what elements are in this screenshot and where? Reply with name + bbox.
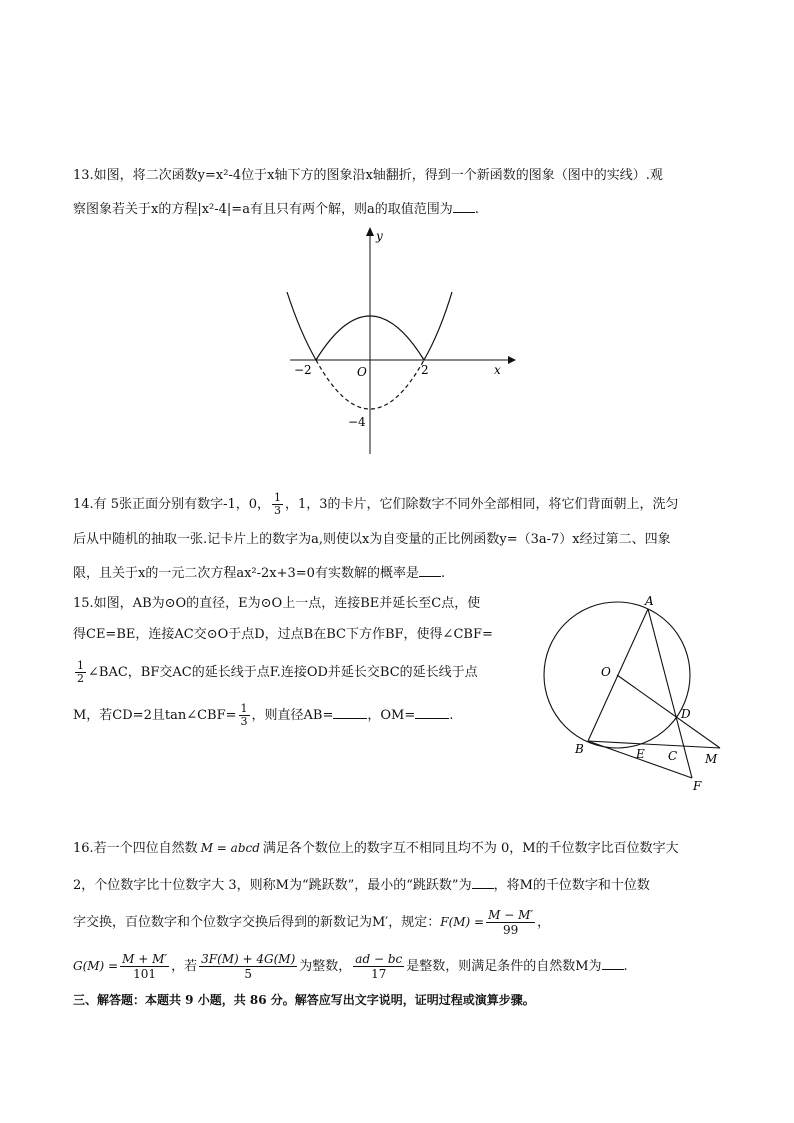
q15-frac4-num: 1 <box>240 702 248 715</box>
label-m: M <box>705 752 718 766</box>
q16-line2-a: 2，个位数字比十位数字大 3，则称M为“跳跃数”，最小的“跳跃数”为 <box>73 878 472 893</box>
q16-e2-fraction <box>353 952 404 981</box>
q15-line1: 15.如图，AB为⊙O的直径，E为⊙O上一点，连接BE并延长至C点，使 <box>73 596 481 611</box>
tick-neg2: −2 <box>294 363 312 377</box>
q16-line3-b: ， <box>537 915 551 930</box>
q16-line2 <box>73 874 650 896</box>
q16-line4-a: ，若 <box>171 959 198 974</box>
q15-line4-a: M，若CD=2且tan∠CBF= <box>73 708 237 723</box>
q16-line4-b: 为整数， <box>299 959 352 974</box>
label-c: C <box>668 749 678 763</box>
q13-line2-text: 察图象若关于x的方程|x²-4|=a有且只有两个解，则a的取值范围为 <box>73 202 453 217</box>
q15-om-blank <box>415 704 449 719</box>
q16-f-num: M − M′ <box>488 908 534 922</box>
q14-line3: 限，且关于x的一元二次方程ax²-2x+3=0有实数解的概率是 . <box>73 562 445 584</box>
q14-fraction <box>272 492 283 517</box>
label-b: B <box>575 742 584 756</box>
label-e: E <box>636 747 645 761</box>
q16-g-den: 101 <box>133 967 157 981</box>
q13-line1: 13.如图，将二次函数y=x²-4位于x轴下方的图象沿x轴翻折，得到一个新函数的图象（图中的实线）.观 <box>73 168 663 183</box>
q16-f-lhs: F(M) = <box>440 915 485 929</box>
q16-line3-a: 字交换，百位数字和个位数字交换后得到的新数记为M′，规定： <box>73 915 441 930</box>
q14-line3-text: 限，且关于x的一元二次方程ax²-2x+3=0有实数解的概率是 <box>73 566 419 581</box>
x-axis-label: x <box>494 363 501 377</box>
q16-line4 <box>73 952 628 981</box>
q16-line2-b: ，将M的千位数字和十位数 <box>493 878 650 893</box>
q14-answer-blank <box>419 562 441 577</box>
q15-line4-b: ，则直径AB= <box>251 708 334 723</box>
q14-line1-a: 14.有 5张正面分别有数字-1，0， <box>73 497 271 512</box>
q16-line1-b: 满足各个数位上的数字互不相同且均不为 0，M的千位数字比百位数字大 <box>262 841 679 856</box>
tick-pos2: 2 <box>421 363 429 377</box>
q14-line1-b: ，1，3的卡片，它们除数字不同外全部相同，将它们背面朝上，洗匀 <box>285 497 679 512</box>
q16-line3 <box>73 908 550 937</box>
y-axis-label: y <box>376 229 383 243</box>
q14-frac-num: 1 <box>274 491 282 504</box>
q16-e2-den: 17 <box>371 967 387 981</box>
q16-f-den: 99 <box>502 923 519 937</box>
q13-answer-blank <box>453 198 475 213</box>
q15-line4-c: ，OM= <box>367 708 416 723</box>
tick-neg4: −4 <box>348 415 366 429</box>
q16-g-fraction <box>120 952 169 981</box>
label-f: F <box>693 779 702 793</box>
label-o: O <box>601 665 611 679</box>
q15-line2: 得CE=BE，连接AC交⊙O于点D，过点B在BC下方作BF，使得∠CBF= <box>73 627 493 642</box>
q15-frac-num: 1 <box>77 659 84 672</box>
q13-graph <box>280 222 520 460</box>
q15-third-fraction <box>239 703 250 728</box>
q16-line1 <box>73 838 679 859</box>
q16-line4-d: . <box>623 959 628 974</box>
q16-line4-c: 是整数，则满足条件的自然数M为 <box>406 959 602 974</box>
label-a: A <box>645 594 654 608</box>
q16-g-num: M + M′ <box>122 952 168 966</box>
label-d: D <box>681 707 691 721</box>
q13-line2: 察图象若关于x的方程|x²-4|=a有且只有两个解，则a的取值范围为 . <box>73 198 479 220</box>
q15-line3-text: ∠BAC，BF交AC的延长线于点F.连接OD并延长交BC的延长线于点 <box>88 665 478 680</box>
q15-frac-den: 2 <box>77 672 84 685</box>
q15-ab-blank <box>333 704 367 719</box>
q15-line3 <box>73 660 478 685</box>
q15-frac4-den: 3 <box>240 715 248 728</box>
q16-e2-num: ad − bc <box>355 952 403 966</box>
origin-label: O <box>357 365 367 379</box>
q16-g-lhs: G(M) = <box>73 959 119 973</box>
q15-half-fraction <box>75 660 86 685</box>
y-axis-arrow-icon <box>366 227 374 236</box>
segment-ab <box>588 609 648 741</box>
section3-heading: 三、解答题：本题共 9 小题，共 86 分。解答应写出文字说明，证明过程或演算步骤。 <box>73 993 535 1007</box>
q15-line4-d: . <box>449 708 454 723</box>
q16-e1-num: 3F(M) + 4G(M) <box>201 952 296 966</box>
q14-line2: 后从中随机的抽取一张.记卡片上的数字为a,则使以x为自变量的正比例函数y=（3a-7）x经过第二、四象 <box>73 532 671 547</box>
q16-e1-den: 5 <box>244 967 253 981</box>
q16-smallest-blank <box>472 874 494 889</box>
q14-frac-den: 3 <box>274 504 282 517</box>
q15-line4 <box>73 703 453 728</box>
q15-figure <box>535 590 735 800</box>
q16-m-abcd: M = abcd <box>200 841 260 855</box>
q16-f-fraction <box>486 908 535 937</box>
q16-answer-blank <box>602 955 624 970</box>
q16-line1-a: 16.若一个四位自然数 <box>73 841 198 856</box>
q14-line1 <box>73 492 679 517</box>
q16-e1-fraction <box>199 952 297 981</box>
x-axis-arrow-icon <box>508 356 516 364</box>
